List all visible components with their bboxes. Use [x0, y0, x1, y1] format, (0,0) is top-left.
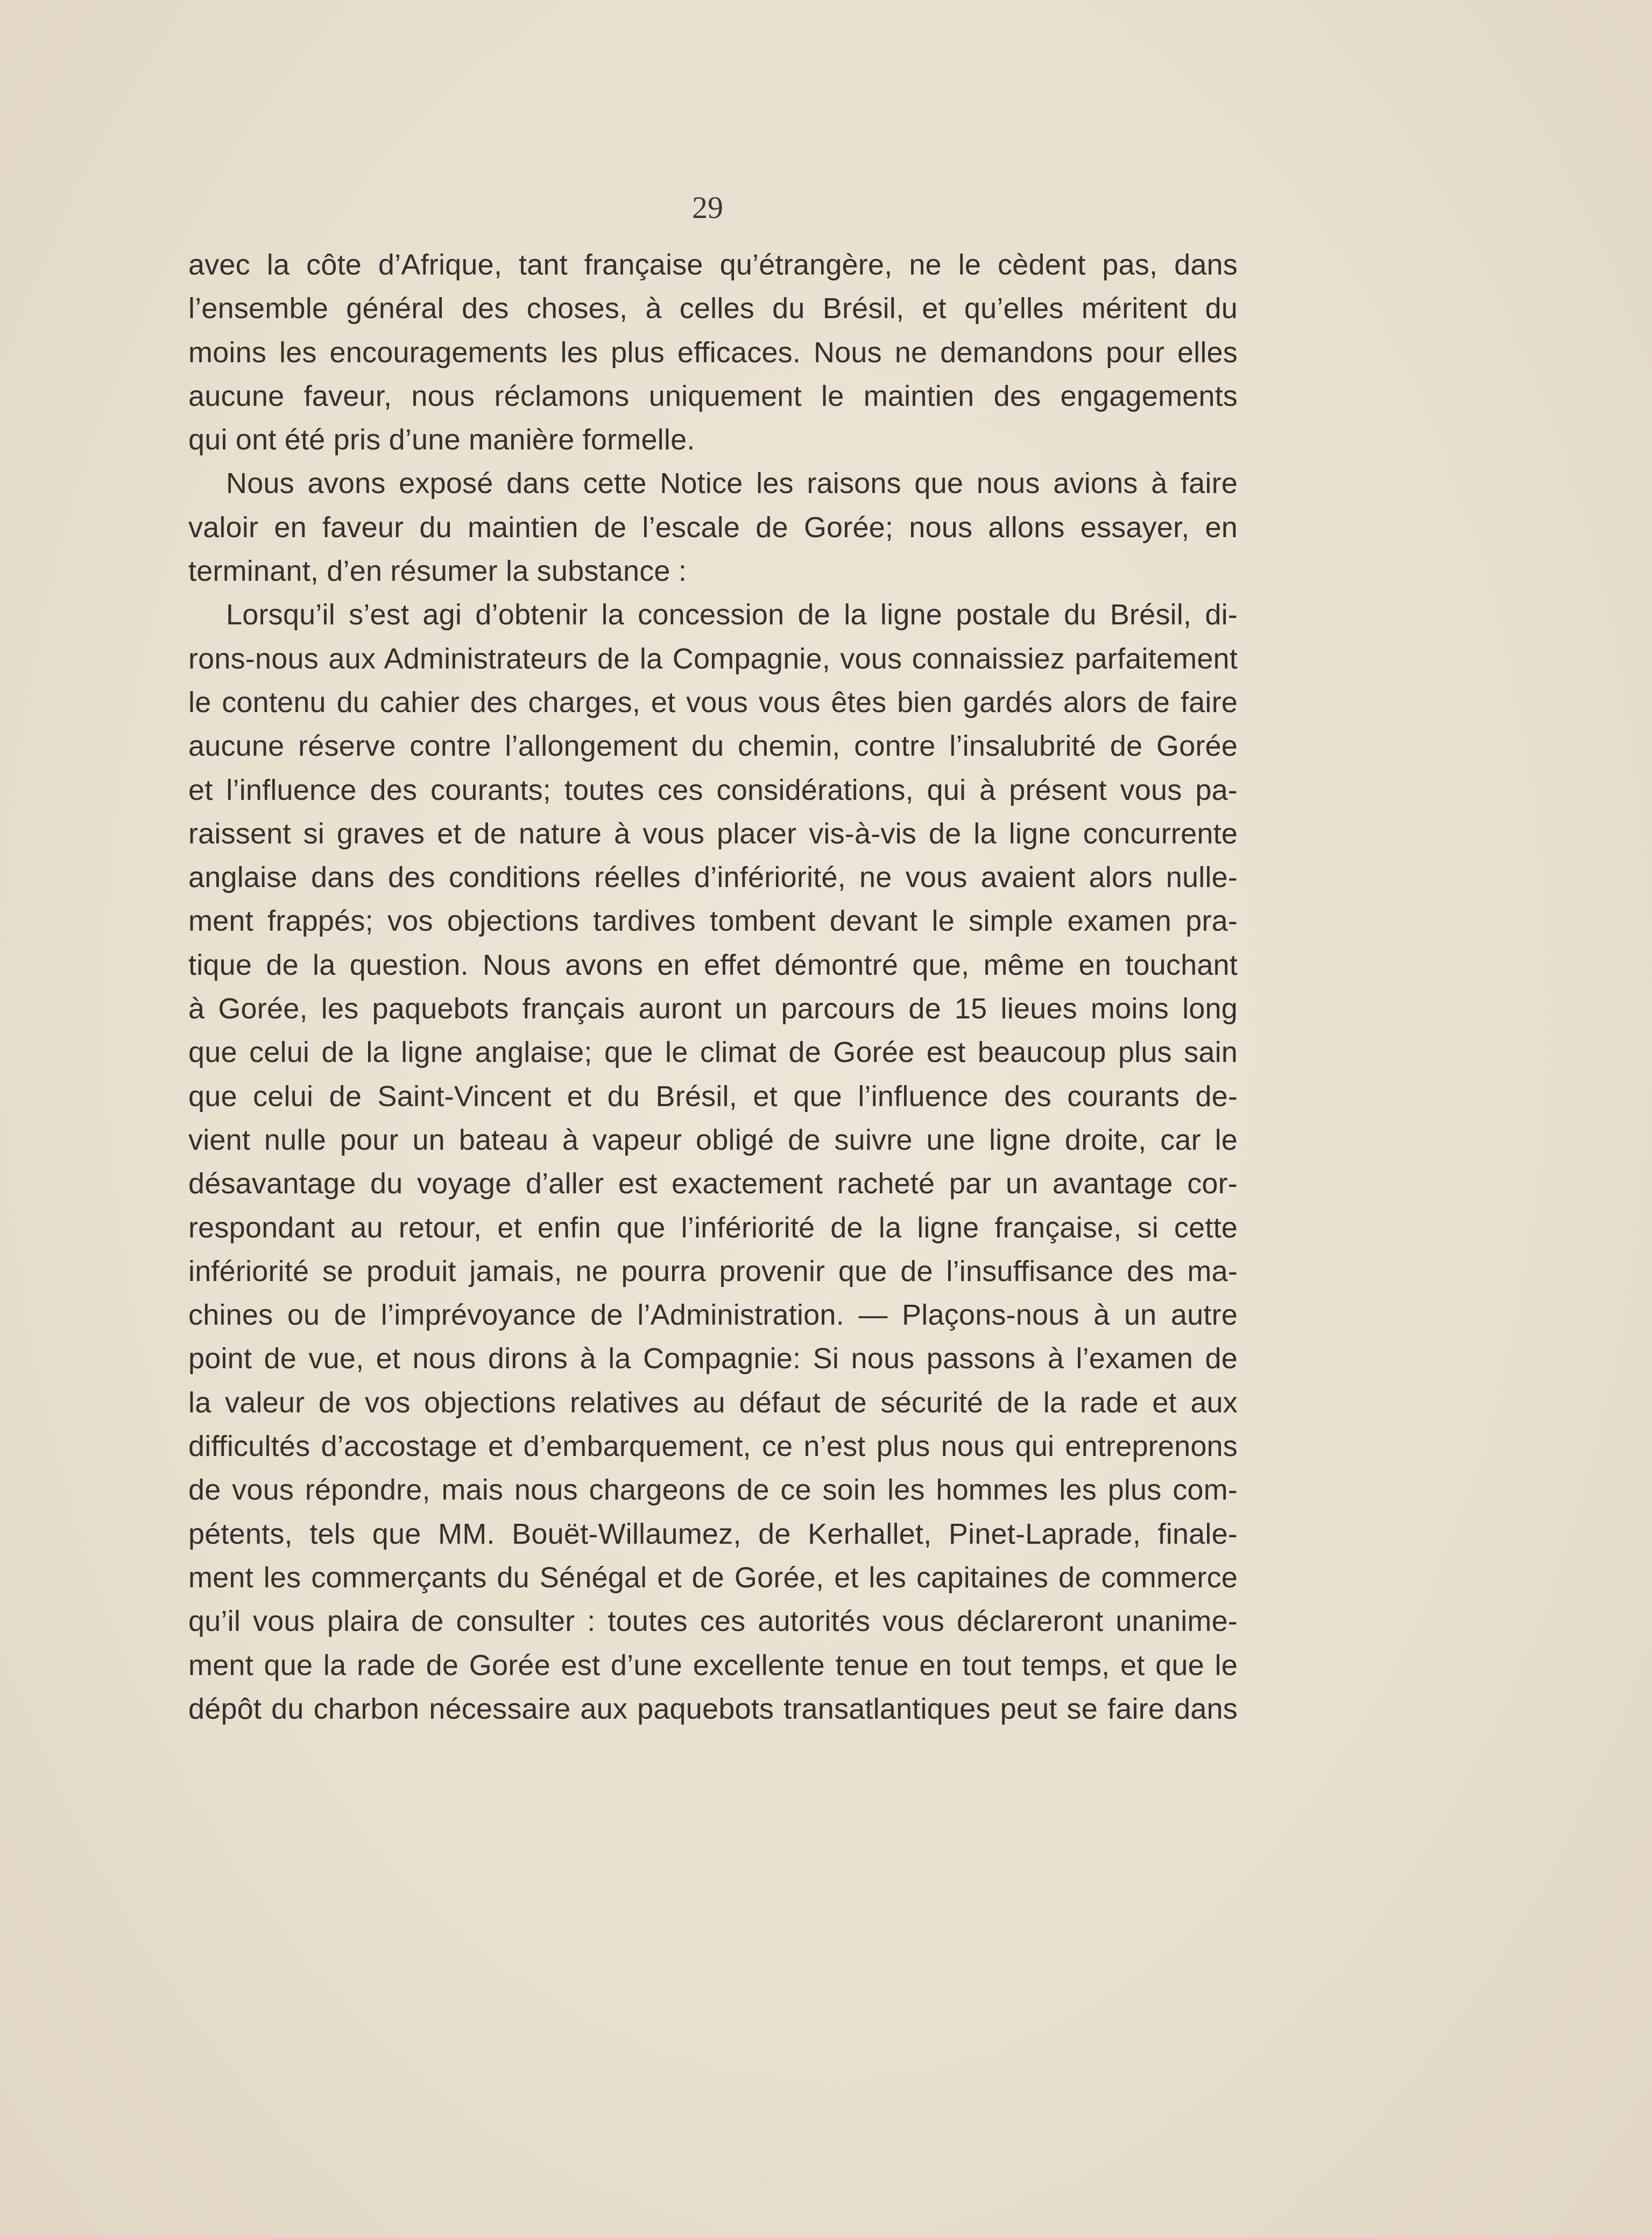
- text-line: le contenu du cahier des charges, et vous vous êtes bien gardés alors de faire: [188, 686, 1238, 719]
- text-line: ment les commerçants du Sénégal et de Gorée, et les capitaines de commerce: [188, 1561, 1238, 1594]
- text-line: qui ont été pris d’une manière formelle.: [188, 424, 695, 456]
- text-line: avec la côte d’Afrique, tant française qu’étrangère, ne le cèdent pas, dans: [188, 249, 1238, 281]
- text-line: difficultés d’accostage et d’embarquement, ce n’est plus nous qui entreprenons: [188, 1430, 1238, 1463]
- text-line: terminant, d’en résumer la substance :: [188, 555, 687, 588]
- text-line: Lorsqu’il s’est agi d’obtenir la concession de la ligne postale du Brésil, di-: [226, 599, 1238, 631]
- text-line: ment frappés; vos objections tardives tombent devant le simple examen pra-: [188, 905, 1238, 938]
- text-line: anglaise dans des conditions réelles d’infériorité, ne vous avaient alors nulle-: [188, 861, 1238, 894]
- paragraph-3: [188, 593, 1238, 1731]
- text-line: ment que la rade de Gorée est d’une excellente tenue en tout temps, et que le: [188, 1649, 1238, 1682]
- text-line: l’ensemble général des choses, à celles du Brésil, et qu’elles méritent du: [188, 292, 1238, 325]
- text-line: valoir en faveur du maintien de l’escale de Gorée; nous allons essayer, en: [188, 511, 1238, 544]
- text-line: et l’influence des courants; toutes ces considérations, qui à présent vous pa-: [188, 773, 1238, 806]
- text-line: aucune réserve contre l’allongement du chemin, contre l’insalubrité de Gorée: [188, 730, 1238, 763]
- paragraph-1: [188, 243, 1238, 462]
- text-line: point de vue, et nous dirons à la Compagnie: Si nous passons à l’examen de: [188, 1342, 1238, 1375]
- paragraph-2: [188, 462, 1238, 593]
- text-line: Nous avons exposé dans cette Notice les raisons que nous avions à faire: [226, 467, 1238, 500]
- text-line: aucune faveur, nous réclamons uniquement le maintien des engagements: [188, 379, 1238, 412]
- text-line: désavantage du voyage d’aller est exactement racheté par un avantage cor-: [188, 1167, 1238, 1200]
- page-number: 29: [692, 190, 723, 225]
- text-line: à Gorée, les paquebots français auront un parcours de 15 lieues moins long: [188, 993, 1238, 1025]
- text-line: que celui de la ligne anglaise; que le climat de Gorée est beaucoup plus sain: [188, 1036, 1238, 1069]
- text-line: dépôt du charbon nécessaire aux paquebots transatlantiques peut se faire dans: [188, 1692, 1238, 1725]
- text-line: vient nulle pour un bateau à vapeur obligé de suivre une ligne droite, car le: [188, 1123, 1238, 1156]
- text-line: infériorité se produit jamais, ne pourra provenir que de l’insuffisance des ma-: [188, 1255, 1238, 1288]
- text-line: pétents, tels que MM. Bouët-Willaumez, de Kerhallet, Pinet-Laprade, finale-: [188, 1517, 1238, 1550]
- text-line: la valeur de vos objections relatives au défaut de sécurité de la rade et aux: [188, 1386, 1238, 1419]
- text-line: que celui de Saint-Vincent et du Brésil, et que l’influence des courants de-: [188, 1080, 1238, 1113]
- text-line: qu’il vous plaira de consulter : toutes ces autorités vous déclareront unanime-: [188, 1605, 1238, 1638]
- text-line: tique de la question. Nous avons en effet démontré que, même en touchant: [188, 948, 1238, 981]
- text-line: raissent si graves et de nature à vous placer vis-à-vis de la ligne concurrente: [188, 817, 1238, 850]
- text-line: moins les encouragements les plus efficaces. Nous ne demandons pour elles: [188, 336, 1238, 369]
- text-line: de vous répondre, mais nous chargeons de ce soin les hommes les plus com-: [188, 1474, 1238, 1507]
- body-text: [188, 243, 1238, 1731]
- text-line: respondant au retour, et enfin que l’infériorité de la ligne française, si cette: [188, 1211, 1238, 1244]
- text-line: chines ou de l’imprévoyance de l’Administration. — Plaçons-nous à un autre: [188, 1299, 1238, 1332]
- text-line: rons-nous aux Administrateurs de la Compagnie, vous connaissiez parfaitement: [188, 642, 1238, 675]
